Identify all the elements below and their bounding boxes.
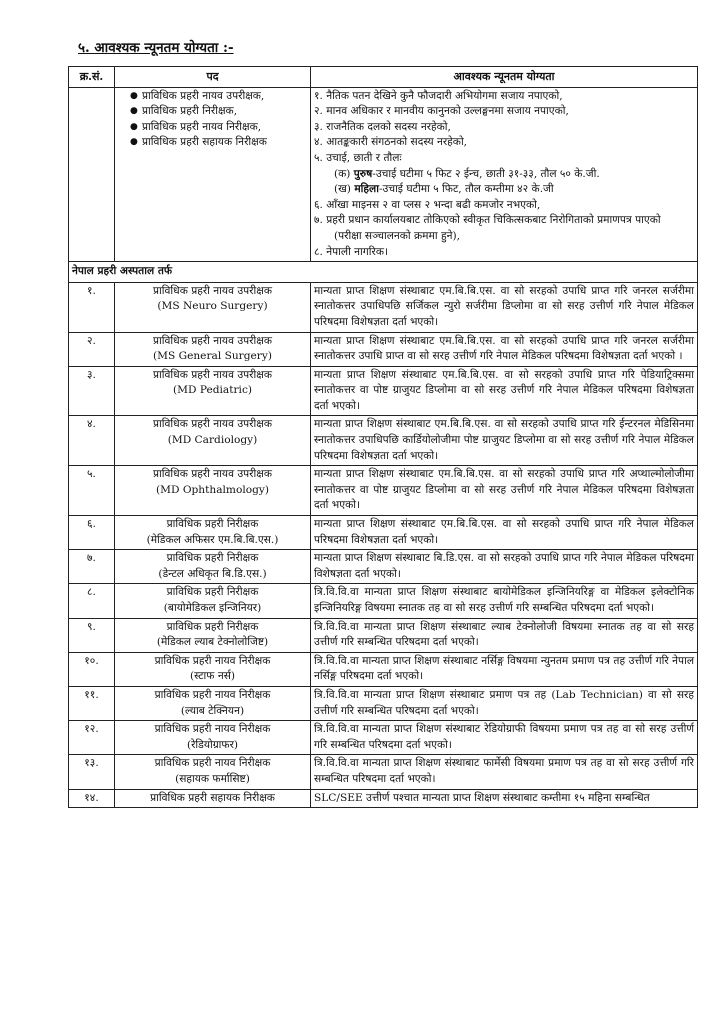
table-row [69,755,698,789]
table-row [69,366,698,416]
post-title: प्राविधिक प्रहरी नायव उपरीक्षक [153,368,272,381]
table-header-row [69,67,698,88]
general-qualifications [311,87,698,262]
qualification-table [68,66,698,808]
post-title: प्राविधिक प्रहरी नायव निरीक्षक [154,688,271,701]
section-row [69,262,698,283]
row-requirement: त्रि.वि.वि.वा मान्यता प्राप्त शिक्षण संस्थाबाट फार्मेसी विषयमा प्रमाण पत्र तह वा सो सरह उत्तीर्ण गरि सम्बन्धित परिषदमा दर्ता भएको। [311,755,698,789]
section-heading: ५. आवश्यक न्यूनतम योग्यता :- [78,40,234,56]
row-serial: ३. [69,366,115,416]
row-serial: ११. [69,686,115,720]
post-title: प्राविधिक प्रहरी सहायक निरीक्षक [150,791,275,804]
post-specialty: (ल्याब टेक्नियन) [180,704,245,717]
section-title: नेपाल प्रहरी अस्पताल तर्फ [69,262,698,283]
table-row [69,618,698,652]
bullet-icon: ● [130,106,138,117]
table-row [69,332,698,366]
row-serial: ८. [69,584,115,618]
row-post [115,550,311,584]
row-requirement: मान्यता प्राप्त शिक्षण संस्थाबाट एम.बि.बि.एस. वा सो सरहको उपाधि प्राप्त गरि पेडियाट्रिक्समा स्नातोकत्तर वा पोष्ट ग्राजुयट डिप्लोमा वा सो सरह उत्तीर्ण गरि नेपाल मेडिकल परिषदमा विशेषज्ञता दर्ता भएको। [311,366,698,416]
table-row [69,652,698,686]
header-post: पद [115,67,311,88]
post-title: प्राविधिक प्रहरी नायव उपरीक्षक [153,418,272,431]
table-row [69,550,698,584]
row-requirement: मान्यता प्राप्त शिक्षण संस्थाबाट एम.बि.बि.एस. वा सो सरहको उपाधि प्राप्त गरि जनरल सर्जरीमा स्नातोकत्तर उपाधिपछि सर्जिकल न्युरो सर्जरीमा डिप्लोमा वा सो सरह उत्तीर्ण गरि नेपाल मेडिकल परिषदमा विशेषज्ञता दर्ता भएको। [311,282,698,332]
post-specialty: (डेन्टल अधिकृत बि.डि.एस.) [158,567,267,580]
table-row [69,516,698,550]
general-serial [69,87,115,262]
row-serial: ७. [69,550,115,584]
table-row [69,282,698,332]
qualification-subitem-female: (ख) महिला-उचाई घटीमा ५ फिट, तौल कम्तीमा ४२ के.जी [334,183,554,196]
row-serial: १२. [69,721,115,755]
general-posts [115,87,311,262]
row-requirement: SLC/SEE उत्तीर्ण पश्चात मान्यता प्राप्त शिक्षण संस्थाबाट कम्तीमा १५ महिना सम्बन्धित [311,789,698,808]
header-qualification: आवश्यक न्यूनतम योग्यता [311,67,698,88]
bullet-icon: ● [130,90,138,101]
row-post [115,584,311,618]
row-serial: ४. [69,416,115,466]
row-serial: ५. [69,466,115,516]
row-serial: ६. [69,516,115,550]
post-specialty: (बायोमेडिकल इन्जिनियर) [163,602,262,614]
post-title: प्राविधिक प्रहरी नायव निरीक्षक [154,757,271,770]
row-requirement: मान्यता प्राप्त शिक्षण संस्थाबाट बि.डि.एस. वा सो सरहको उपाधि प्राप्त गरि नेपाल मेडिकल परिषदमा विशेषज्ञता दर्ता भएको। [311,550,698,584]
qualification-item: ४. आतङ्ककारी संगठनको सदस्य नरहेको, [314,136,468,149]
list-item: ● प्राविधिक प्रहरी नायव निरीक्षक, [132,120,307,136]
row-serial: १४. [69,789,115,808]
post-specialty: (MD Cardiology) [167,434,258,447]
post-specialty: (सहायक फर्मासिष्ट) [175,772,250,785]
row-requirement: मान्यता प्राप्त शिक्षण संस्थाबाट एम.बि.बि.एस. वा सो सरहको उपाधि प्राप्त गरि नेपाल मेडिकल परिषदमा विशेषज्ञता दर्ता भएको। [311,516,698,550]
qualification-item: ३. राजनैतिक दलको सदस्य नरहेको, [314,120,451,133]
row-requirement: त्रि.वि.वि.वा मान्यता प्राप्त शिक्षण संस्थाबाट नर्सिङ्ग विषयमा न्युनतम प्रमाण पत्र तह उत्तीर्ण गरि नेपाल नर्सिङ्ग परिषदमा दर्ता भएको। [311,652,698,686]
table-row [69,721,698,755]
qualification-subitem-male: (क) पुरुष-उचाई घटीमा ५ फिट २ ईन्च, छाती ३१-३३, तौल ५० के.जी. [334,167,600,180]
table-row [69,466,698,516]
header-serial: क्र.सं. [69,67,115,88]
bullet-icon: ● [130,121,138,132]
row-serial: १०. [69,652,115,686]
post-specialty: (MD Pediatric) [172,384,253,397]
post-title: प्राविधिक प्रहरी नायव निरीक्षक [154,723,271,736]
row-serial: २. [69,332,115,366]
row-post [115,789,311,808]
post-title: प्राविधिक प्रहरी नायव निरीक्षक [154,654,271,667]
row-requirement: मान्यता प्राप्त शिक्षण संस्थाबाट एम.बि.बि.एस. वा सो सरहको उपाधि प्राप्त गरि अप्थाल्मोलोजीमा स्नातोकत्तर वा पोष्ट ग्राजुयट डिप्लोमा वा सो सरह उत्तीर्ण गरि नेपाल मेडिकल परिषदमा विशेषज्ञता दर्ता भएको। [311,466,698,516]
post-specialty: (स्टाफ नर्स) [189,670,236,683]
post-specialty: (मेडिकल ल्याब टेक्नोलोजिष्ट) [156,636,269,649]
post-specialty: (MS General Surgery) [153,350,272,363]
row-requirement: त्रि.वि.वि.वा मान्यता प्राप्त शिक्षण संस्थाबाट बायोमेडिकल इन्जिनियरिङ्ग वा मेडिकल इलेक्टोनिक इन्जिनियरिङ्ग विषयमा स्नातक तह वा सो सरह उत्तीर्ण गरि सम्बन्धित परिषदमा दर्ता भएको। [311,584,698,618]
qualification-item: ६. आँखा माइनस २ वा प्लस २ भन्दा बढी कमजोर नभएको, [314,198,541,211]
list-item: ● प्राविधिक प्रहरी नायव उपरीक्षक, [132,89,307,105]
row-requirement: त्रि.वि.वि.वा मान्यता प्राप्त शिक्षण संस्थाबाट रेडियोग्राफी विषयमा प्रमाण पत्र तह वा सो सरह उत्तीर्ण गरि सम्बन्धित परिषदमा दर्ता भएको। [311,721,698,755]
table-row [69,789,698,808]
qualification-item: ८. नेपाली नागरिक। [314,245,388,258]
row-post [115,282,311,332]
post-title: प्राविधिक प्रहरी नायव उपरीक्षक [153,468,272,481]
post-specialty: (रेडियोग्राफर) [186,738,239,751]
post-title: प्राविधिक प्रहरी निरीक्षक [166,552,259,565]
row-requirement: त्रि.वि.वि.वा मान्यता प्राप्त शिक्षण संस्थाबाट प्रमाण पत्र तह (Lab Technician) वा सो सरह उत्तीर्ण गरि सम्बन्धित परिषदमा दर्ता भएको। [311,686,698,720]
row-serial: १३. [69,755,115,789]
qualification-item-continued: (परीक्षा सञ्चालनको क्रममा हुने), [334,229,460,242]
qualification-item: २. मानव अधिकार र मानवीय कानुनको उल्लङ्घनमा सजाय नपाएको, [314,105,569,118]
post-specialty: (MD Ophthalmology) [155,483,269,496]
post-title: प्राविधिक प्रहरी निरीक्षक [166,620,259,633]
qualification-item: ५. उचाई, छाती र तौलः [314,151,402,164]
post-title: प्राविधिक प्रहरी नायव उपरीक्षक [153,334,272,347]
row-post [115,332,311,366]
table-row [69,416,698,466]
row-serial: १. [69,282,115,332]
post-title: प्राविधिक प्रहरी नायव उपरीक्षक [153,284,272,297]
row-post [115,652,311,686]
table-row [69,686,698,720]
row-post [115,618,311,652]
row-requirement: त्रि.वि.वि.वा मान्यता प्राप्त शिक्षण संस्थाबाट ल्याब टेक्नोलोजी विषयमा स्नातक तह वा सो सरह उत्तीर्ण गरि सम्बन्धित परिषदमा दर्ता भएको। [311,618,698,652]
post-specialty: (MS Neuro Surgery) [157,300,268,313]
qualification-item: ७. प्रहरी प्रधान कार्यालयबाट तोकिएको स्वीकृत चिकित्सकबाट निरोगिताको प्रमाणपत्र पाएको [314,214,661,227]
general-row [69,87,698,262]
row-serial: ९. [69,618,115,652]
qualification-item: १. नैतिक पतन देखिने कुनै फौजदारी अभियोगमा सजाय नपाएको, [314,89,563,102]
table-row [69,584,698,618]
list-item: ● प्राविधिक प्रहरी सहायक निरीक्षक [132,135,307,151]
row-post [115,366,311,416]
row-post [115,516,311,550]
row-post [115,416,311,466]
bullet-icon: ● [130,137,138,148]
row-post [115,686,311,720]
post-specialty: (मेडिकल अफिसर एम.बि.बि.एस.) [146,533,279,546]
post-title: प्राविधिक प्रहरी निरीक्षक [166,518,259,531]
row-requirement: मान्यता प्राप्त शिक्षण संस्थाबाट एम.बि.बि.एस. वा सो सरहको उपाधि प्राप्त गरि ईन्टरनल मेडिसिनमा स्नातोकत्तर उपाधिपछि कार्डियोलोजीमा पोष्ट ग्राजुयट डिप्लोमा वा सो सरह उत्तीर्ण गरि नेपाल मेडिकल परिषदमा विशेषज्ञता दर्ता भएको। [311,416,698,466]
row-requirement: मान्यता प्राप्त शिक्षण संस्थाबाट एम.बि.बि.एस. वा सो सरहको उपाधि प्राप्त गरि जनरल सर्जरीमा स्नातोकत्तर उपाधि प्राप्त वा सो सरह उत्तीर्ण गरि नेपाल मेडिकल परिषदमा विशेषज्ञता दर्ता भएको । [311,332,698,366]
row-post [115,466,311,516]
list-item: ● प्राविधिक प्रहरी निरीक्षक, [132,104,307,120]
post-title: प्राविधिक प्रहरी निरीक्षक [166,586,259,599]
row-post [115,721,311,755]
row-post [115,755,311,789]
